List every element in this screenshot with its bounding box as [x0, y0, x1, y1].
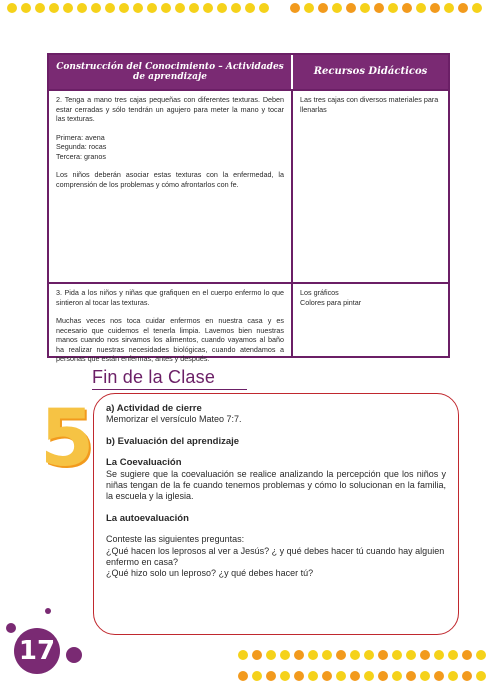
decorative-dot — [476, 650, 486, 660]
row1-resource: Las tres cajas con diversos materiales para llenarlas — [300, 95, 439, 114]
decorative-dot — [63, 3, 73, 13]
decorative-dot — [318, 3, 328, 13]
decorative-dot — [266, 650, 276, 660]
autoevaluation-heading: La autoevaluación — [106, 512, 189, 524]
decorative-dot — [231, 3, 241, 13]
decorative-dot — [238, 650, 248, 660]
closing-box — [93, 393, 459, 635]
row1-conclusion: Los niños deberán asociar estas texturas con la enfermedad, la comprensión de los problemas y cómo afrontarlos con fe. — [56, 170, 284, 189]
decorative-dot — [364, 671, 374, 681]
row1-resources-cell — [293, 91, 448, 282]
decorative-dot — [133, 3, 143, 13]
decorative-dot — [119, 3, 129, 13]
decorative-dot — [374, 3, 384, 13]
decorative-dot — [350, 650, 360, 660]
decorative-dot — [77, 3, 87, 13]
decorative-dot — [462, 650, 472, 660]
decorative-dot — [304, 3, 314, 13]
question-2: ¿Qué hizo solo un leproso? ¿y qué debes hacer tú? — [106, 568, 314, 579]
decorative-dot — [49, 3, 59, 13]
table-row — [49, 89, 448, 282]
decorative-dot — [388, 3, 398, 13]
top-left-dot-border — [7, 3, 269, 13]
decorative-dot — [420, 650, 430, 660]
decorative-dot — [308, 650, 318, 660]
closing-activity-text: Memorizar el versículo Mateo 7:7. — [106, 414, 242, 425]
decorative-dot — [448, 671, 458, 681]
decorative-dot — [161, 3, 171, 13]
decorative-dot — [350, 671, 360, 681]
decorative-dot — [462, 671, 472, 681]
decorative-dot — [294, 650, 304, 660]
decorative-dot — [322, 671, 332, 681]
decorative-dot — [378, 650, 388, 660]
page-badge-dot — [66, 647, 82, 663]
decorative-dot — [238, 671, 248, 681]
decorative-dot — [360, 3, 370, 13]
row1-instruction: 2. Tenga a mano tres cajas pequeñas con diferentes texturas. Deben estar cerradas y sólo tendrán un agujero para meter la mano y tocar las texturas. — [56, 95, 284, 123]
row2-resource-1: Los gráficos — [300, 288, 339, 297]
decorative-dot — [91, 3, 101, 13]
row1-item-1: Primera: avena — [56, 132, 105, 142]
decorative-dot — [402, 3, 412, 13]
decorative-dot — [434, 650, 444, 660]
decorative-dot — [346, 3, 356, 13]
bottom-dot-border-2 — [238, 671, 486, 681]
decorative-dot — [259, 3, 269, 13]
row1-item-3: Tercera: granos — [56, 151, 106, 161]
autoevaluation-intro: Conteste las siguientes preguntas: — [106, 534, 245, 545]
section-title: Fin de la Clase — [92, 367, 216, 387]
activity-table — [47, 53, 450, 363]
row2-activity-cell — [49, 284, 293, 363]
decorative-dot — [175, 3, 185, 13]
decorative-dot — [336, 671, 346, 681]
decorative-dot — [336, 650, 346, 660]
paint-splat — [45, 608, 51, 614]
table-row — [49, 282, 448, 363]
header-construccion: Construcción del Conocimiento – Actividades de aprendizaje — [49, 55, 293, 89]
decorative-dot — [147, 3, 157, 13]
decorative-dot — [252, 650, 262, 660]
decorative-dot — [406, 650, 416, 660]
coevaluation-text: Se sugiere que la coevaluación se realice analizando la percepción que los niños y niñas tengan de la fe cuando tenemos problemas y cómo lo solucionan en la familia, la escuela y la iglesia. — [106, 468, 446, 502]
decorative-dot — [308, 671, 318, 681]
row2-resource-2: Colores para pintar — [300, 297, 362, 307]
question-1: ¿Qué hacen los leprosos al ver a Jesús? ¿ y qué debes hacer tú cuando hay alguien enfermo en casa? — [106, 545, 445, 568]
decorative-dot — [430, 3, 440, 13]
decorative-dot — [458, 3, 468, 13]
table-header — [49, 55, 448, 89]
decorative-dot — [378, 671, 388, 681]
row2-resources-cell — [293, 284, 448, 358]
closing-activity-heading: a) Actividad de cierre — [106, 403, 202, 414]
row2-instruction: 3. Pida a los niños y niñas que grafiquen en el cuerpo enfermo lo que sintieron al tocar las texturas. — [56, 288, 284, 307]
row1-activity-cell — [49, 91, 293, 282]
decorative-dot — [217, 3, 227, 13]
decorative-dot — [416, 3, 426, 13]
decorative-dot — [332, 3, 342, 13]
decorative-dot — [189, 3, 199, 13]
decorative-dot — [322, 650, 332, 660]
section-title-underline — [92, 389, 247, 390]
decorative-dot — [266, 671, 276, 681]
section-number: 5 — [40, 394, 95, 484]
row2-text: Muchas veces nos toca cuidar enfermos en nuestra casa y es necesario que cuidemos el tenerla limpia. Lavemos bien nuestras manos cuando nos sirvamos los alimentos, cuando vayamos al baño ha realizar nuestras necesidades biológicas, cuando atendamos a personas que están enfermas; antes y después. — [56, 316, 284, 363]
decorative-dot — [252, 671, 262, 681]
decorative-dot — [280, 671, 290, 681]
decorative-dot — [294, 671, 304, 681]
decorative-dot — [420, 671, 430, 681]
decorative-dot — [472, 3, 482, 13]
paint-splat — [6, 623, 16, 633]
decorative-dot — [448, 650, 458, 660]
decorative-dot — [392, 650, 402, 660]
decorative-dot — [21, 3, 31, 13]
decorative-dot — [392, 671, 402, 681]
coevaluation-heading: La Coevaluación — [106, 457, 182, 469]
decorative-dot — [203, 3, 213, 13]
decorative-dot — [7, 3, 17, 13]
decorative-dot — [245, 3, 255, 13]
decorative-dot — [280, 650, 290, 660]
page-number: 17 — [14, 628, 60, 674]
decorative-dot — [364, 650, 374, 660]
decorative-dot — [476, 671, 486, 681]
bottom-dot-border — [238, 650, 486, 660]
decorative-dot — [406, 671, 416, 681]
evaluation-heading: b) Evaluación del aprendizaje — [106, 435, 240, 447]
decorative-dot — [444, 3, 454, 13]
row1-item-2: Segunda: rocas — [56, 142, 107, 151]
decorative-dot — [434, 671, 444, 681]
header-recursos: Recursos Didácticos — [313, 66, 428, 77]
decorative-dot — [105, 3, 115, 13]
decorative-dot — [35, 3, 45, 13]
decorative-dot — [290, 3, 300, 13]
top-right-dot-border — [290, 3, 482, 13]
